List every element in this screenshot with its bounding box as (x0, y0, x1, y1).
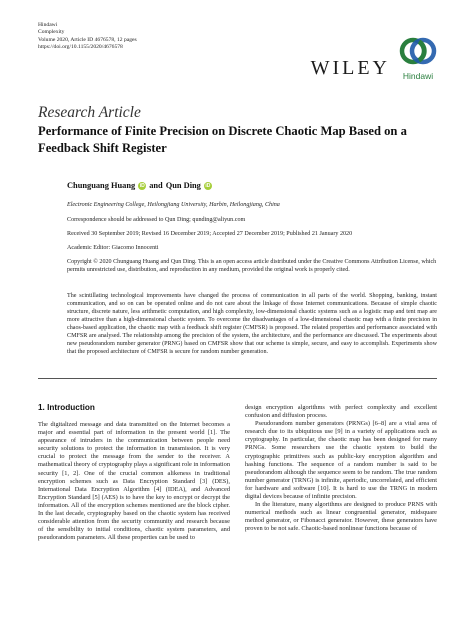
orcid-icon[interactable]: iD (205, 182, 211, 189)
intro-paragraph: The digitalized message and data transmitted on the Internet becomes a major and essential part of information in the present world [1]. The appearance of intruders in the communication between people need security solutions to protect the information in transmission. It is very crucial to protect the message from the sender to the receiver. A mathematical theory of cryptography plays a significant role in information security [1, 2]. One of the crucial common alikeness in traditional encryption schemes such as Data Encryption Standard [3] (DES), International Data Encryption Algorithm [4] (IDEA), and Advanced Encryption Standard [5] (AES) is to have the key to encrypt or decrypt the information. All of the encryption schemes mentioned are the block cipher. In the last decade, cryptography based on the chaotic system has received considerable attention from the security community and research because of the sensibility to initial conditions, chaotic system parameters, and pseudorandom parameters. All these properties can be used to (38, 421, 230, 542)
wiley-logo: WILEY (310, 57, 390, 79)
literature-paragraph: In the literature, many algorithms are designed to produce PRNS with numerical methods such as linear congruential generator, midsquare method generator, or Fibonacci generator. However, these generators have proven to be not safe. Chaotic-based nonlinear functions because of (245, 501, 437, 533)
publisher-branding (311, 33, 438, 81)
journal-title-line: Complexity (38, 29, 65, 36)
journal-publisher-line: Hindawi (38, 22, 58, 28)
publication-dates: Received 30 September 2019; Revised 16 December 2019; Accepted 27 December 2019; Published 21 January 2020 (67, 231, 353, 237)
author-second[interactable]: Qun Ding (165, 181, 201, 190)
academic-editor: Academic Editor: Giacomo Innocenti (67, 245, 159, 251)
orcid-icon[interactable]: iD (139, 182, 145, 189)
intro-paragraph-continued: design encryption algorithms with perfect complexity and excellent confusion and diffusion process. (245, 404, 437, 420)
author-connector: and (149, 181, 163, 190)
correspondence: Correspondence should be addressed to Qun Ding; qunding@aliyun.com (67, 217, 246, 223)
hindawi-wordmark: Hindawi (402, 71, 434, 81)
author-first[interactable]: Chunguang Huang (67, 181, 136, 190)
journal-header (38, 22, 137, 52)
paper-title: Performance of Finite Precision on Discrete Chaotic Map Based on a Feedback Shift Register (38, 124, 407, 155)
section-divider (38, 378, 437, 379)
hindawi-rings-icon (398, 33, 438, 69)
affiliation: Electronic Engineering College, Heilongjiang University, Harbin, Heilongjiang, China (67, 202, 280, 208)
author-line (67, 181, 212, 190)
body-column-left (38, 421, 230, 542)
article-type: Research Article (38, 104, 141, 121)
journal-doi-link[interactable]: https://doi.org/10.1155/2020/4676578 (38, 44, 123, 51)
section-heading: 1. Introduction (38, 403, 95, 412)
hindawi-logo (398, 33, 438, 81)
abstract: The scintillating technological improvements have changed the process of communication in all parts of the world. Shopping, banking, instant communication, and so on can be operated online and do not care about the linkage of those Internet communications. Because of simple chaotic structure, discrete nature, less arithmetic computation, and high complexity, low-dimensional chaotic systems such as a logistic map and tent map are more attractive than a high-dimensional chaotic system. To overcome the disadvantages of a low-dimensional chaotic map with a finite precision in chaos-based application, the chaotic map with a feedback shift register (CMFSR) is proposed. The related properties and performance associated with CMFSR are analysed. The relationship among the precision of the system, the architecture, and the performance are discussed. The experiments about new pseudorandom number generator (PRNG) based on CMFSR show that our scheme is simple, secure, and easy to accomplish. Experiments show that the proposed architecture of CMFSR is secure for random number generation. (67, 293, 437, 356)
journal-volume-line: Volume 2020, Article ID 4676578, 12 pages (38, 36, 137, 43)
prng-paragraph: Pseudorandom number generators (PRNGs) [6–8] are a vital area of research due to its ubiquitous use [9] in a variety of applications such as cryptography. In particular, the chaotic map has been designed for many PRNGs. Some researchers use the chaotic system to build the cryptographic primitives such as public-key encryption algorithm and hashing functions. The sequence of a random number is said to be pseudorandom although the sequence seem to be random. The true random number generator (TRNG) is infinite, aperiodic, uncorrelated, and efficient for hardware and software [10]. It is hard to use the TRNG in modern digital devices because of infinite precision. (245, 420, 437, 501)
body-column-right (245, 404, 437, 534)
copyright-notice: Copyright © 2020 Chunguang Huang and Qun Ding. This is an open access article distributed under the Creative Commons Attribution License, which permits unrestricted use, distribution, and reproduction in any medium, provided the original work is properly cited. (67, 259, 437, 273)
